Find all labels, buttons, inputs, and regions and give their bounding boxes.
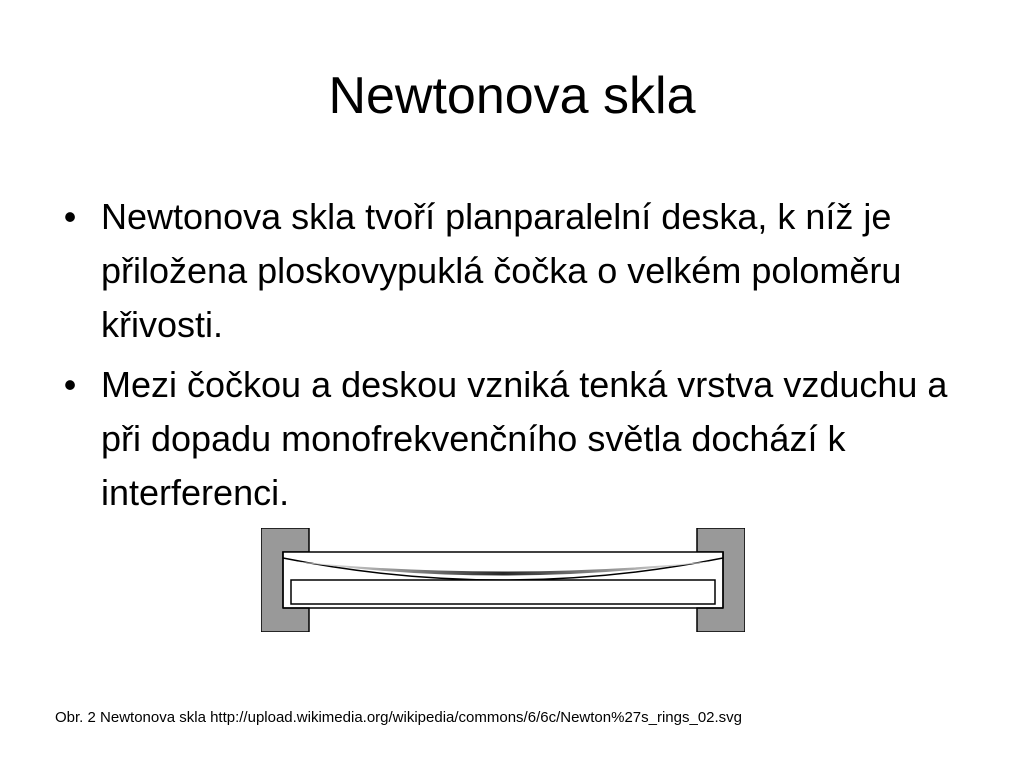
bullet-text: Newtonova skla tvoří planparalelní deska, k níž je přiložena ploskovypuklá čočka o velkém poloměru křivosti. bbox=[101, 196, 902, 345]
bullet-text: Mezi čočkou a deskou vzniká tenká vrstva vzduchu a při dopadu monofrekvenčního světla dochází k interferenci. bbox=[101, 364, 948, 513]
slide-title: Newtonova skla bbox=[328, 67, 696, 125]
bullet-item bbox=[60, 190, 960, 352]
plane-parallel-plate bbox=[291, 580, 715, 604]
figure-caption: Obr. 2 Newtonova skla http://upload.wikimedia.org/wikipedia/commons/6/6c/Newton%27s_rings_02.svg bbox=[55, 709, 743, 726]
bullet-list bbox=[60, 190, 960, 526]
bullet-marker: • bbox=[63, 196, 77, 237]
newton-rings-diagram bbox=[261, 528, 745, 632]
bullet-marker: • bbox=[63, 364, 77, 405]
bullet-item bbox=[60, 358, 960, 520]
